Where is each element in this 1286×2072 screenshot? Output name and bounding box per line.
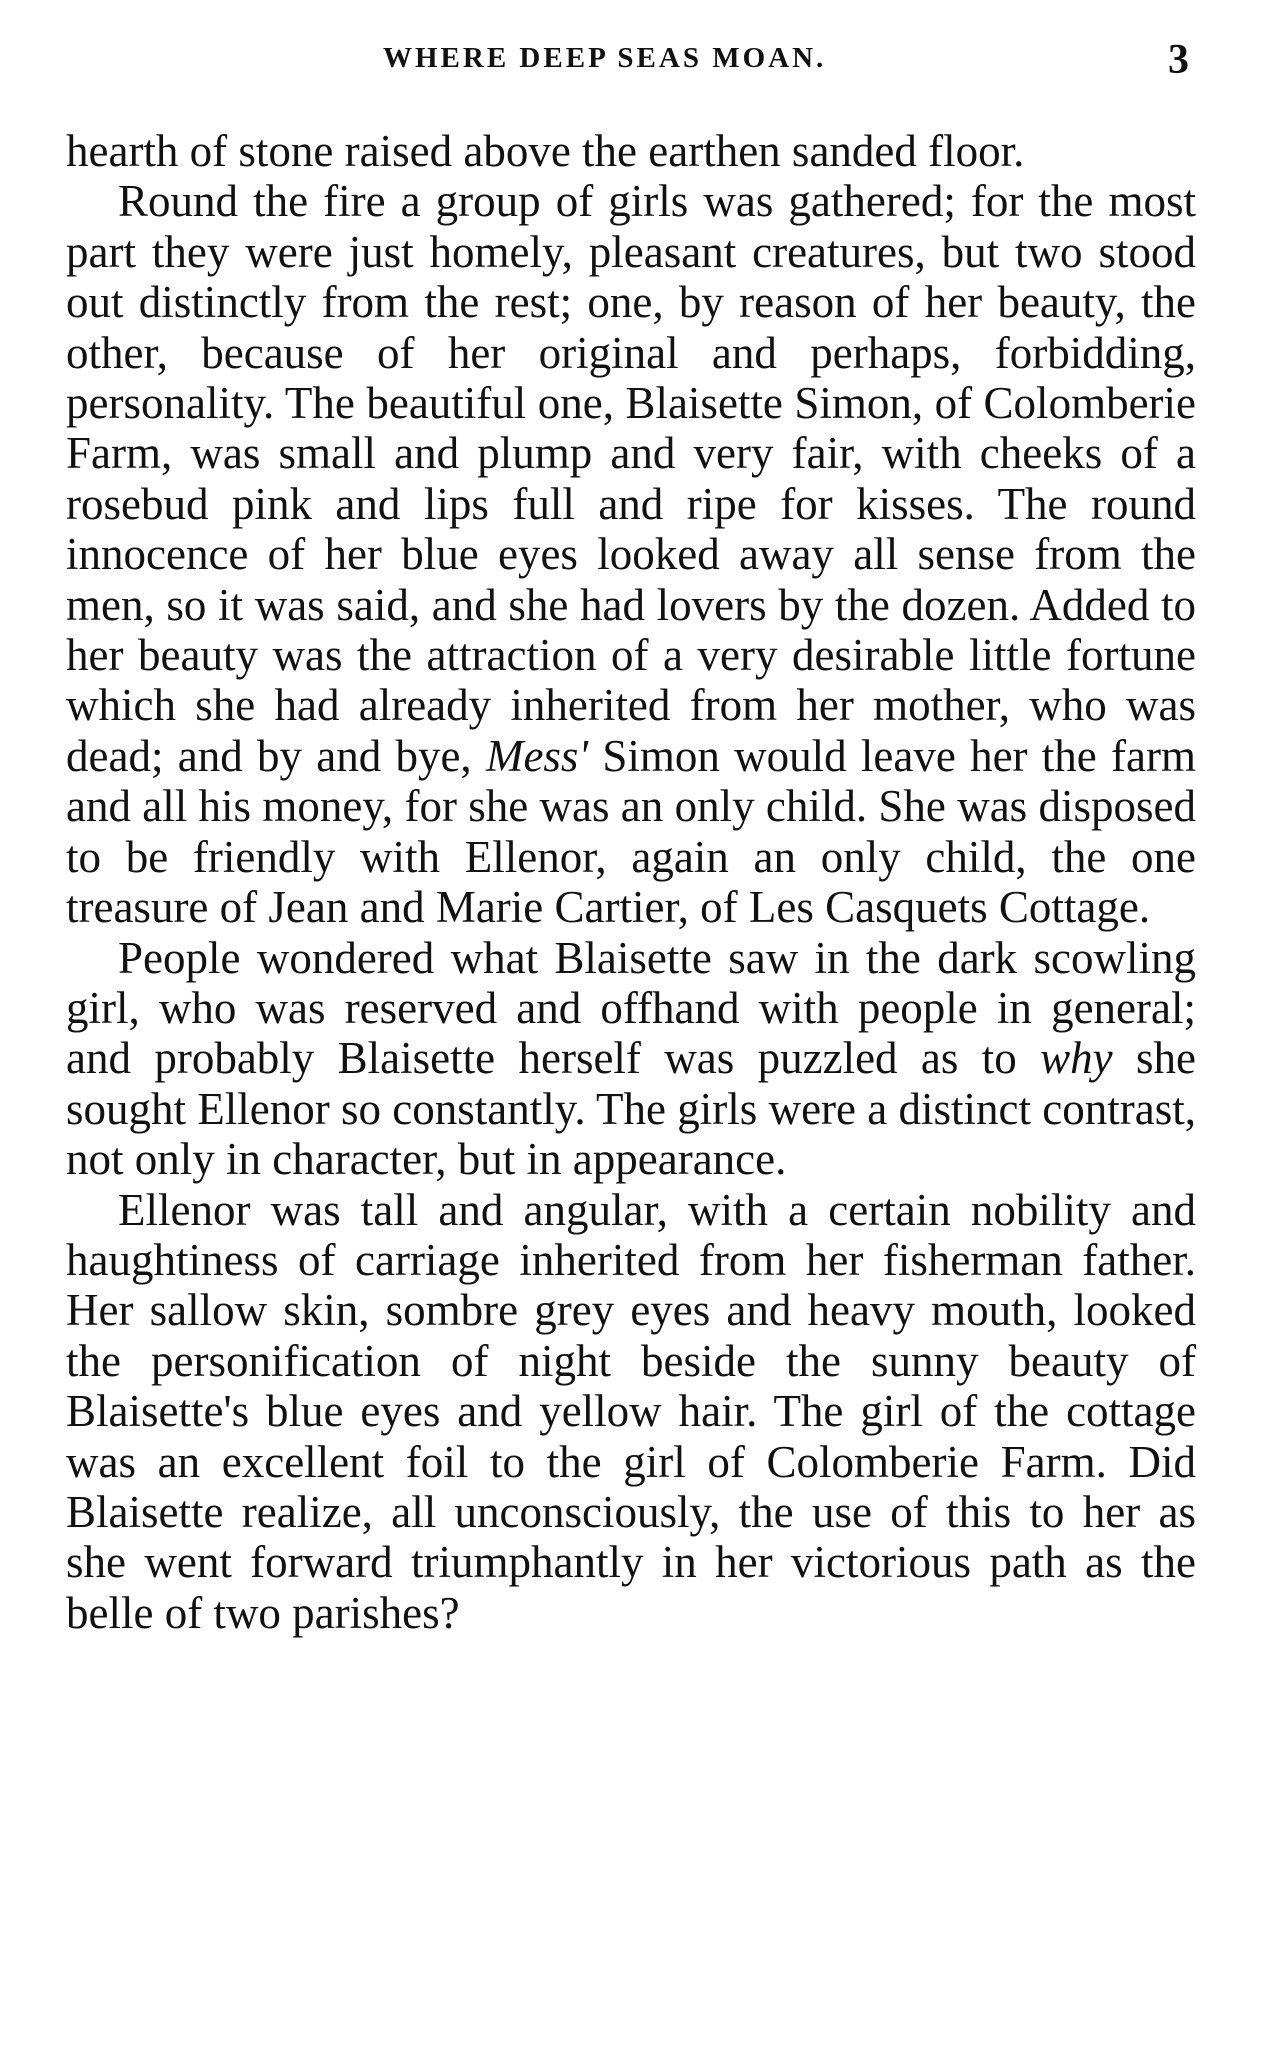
running-header xyxy=(0,38,1286,82)
paragraph-4 xyxy=(66,1185,1196,1639)
paragraph-1 xyxy=(66,126,1196,176)
body-text xyxy=(66,126,1196,1638)
running-title: WHERE DEEP SEAS MOAN. xyxy=(383,42,827,74)
paragraph-text: hearth of stone raised above the earthen sanded floor. xyxy=(66,126,1025,176)
paragraph-text: Ellenor was tall and angular, with a certain nobility and haughtiness of carriage inherited from her fisherman father. Her sallow skin, sombre grey eyes and heavy mouth, looked the personification of night beside the sunny beauty of Blaisette's blue eyes and yellow hair. The girl of the cottage was an excellent foil to the girl of Colomberie Farm. Did Blaisette realize, all unconsciously, the use of this to her as she went forward triumphantly in her victorious path as the belle of two parishes? xyxy=(66,1184,1196,1638)
page-number: 3 xyxy=(1168,37,1189,83)
paragraph-text: Round the fire a group of girls was gathered; for the most part they were just homely, pleasant creatures, but two stood out distinctly from the rest; one, by reason of her beauty, the other, because of her original and perhaps, forbidding, personality. The beautiful one, Blaisette Simon, of Colomberie Farm, was small and plump and very fair, with cheeks of a rosebud pink and lips full and ripe for kisses. The round innocence of her blue eyes looked away all sense from the men, so it was said, and she had lovers by the dozen. Added to her beauty was the attraction of a very desirable little fortune which she had already inherited from her mother, who was dead; and by and bye, xyxy=(66,176,1196,781)
paragraph-text: Simon would leave her the farm and all his money, for she was an only child. She was disposed to be friendly with Ellenor, again an only child, the one treasure of Jean and Marie Cartier, of Les Casquets Cottage. xyxy=(66,730,1196,933)
italic-word-mess: Mess' xyxy=(485,730,589,781)
paragraph-text: People wondered what Blaisette saw in the dark scowling girl, who was reserved and offhand with people in general; and probably Blaisette herself was puzzled as to xyxy=(66,932,1196,1084)
italic-word-why: why xyxy=(1040,1033,1113,1084)
paragraph-2 xyxy=(66,176,1196,932)
paragraph-3 xyxy=(66,933,1196,1185)
paragraph-text: she sought Ellenor so constantly. The girls were a distinct contrast, not only in character, but in appearance. xyxy=(66,1033,1196,1185)
